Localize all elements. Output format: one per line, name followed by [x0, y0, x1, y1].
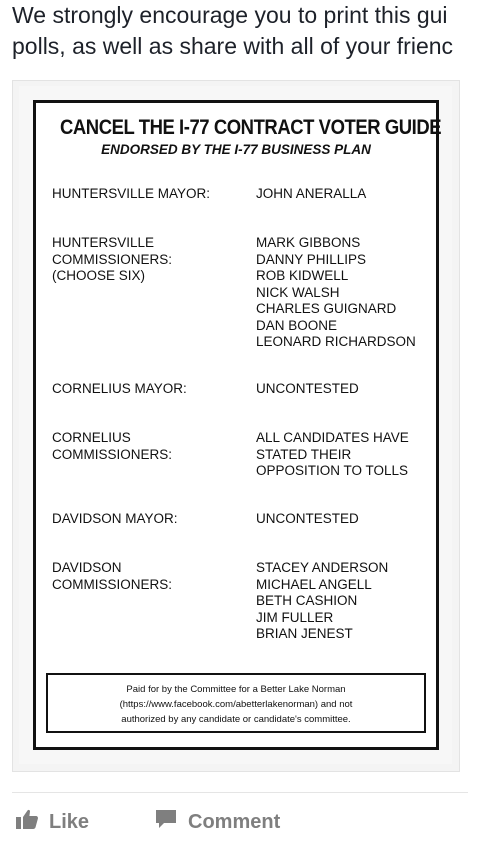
race-office	[52, 511, 252, 528]
race-candidates	[256, 430, 436, 480]
office-line: HUNTERSVILLE MAYOR:	[52, 186, 211, 201]
like-button[interactable]	[15, 804, 89, 840]
office-line: CORNELIUS MAYOR:	[52, 381, 187, 396]
paid-for-disclaimer	[46, 673, 426, 733]
thumbs-up-icon	[15, 808, 39, 836]
office-line: COMMISSIONERS:	[52, 576, 173, 592]
race-candidates	[256, 235, 436, 351]
candidate-name: ALL CANDIDATES HAVE	[256, 430, 409, 445]
office-line: COMMISSIONERS:	[52, 251, 173, 267]
office-line: DAVIDSON MAYOR:	[52, 511, 178, 526]
office-line: COMMISSIONERS:	[52, 446, 173, 462]
candidate-name: BRIAN JENEST	[256, 626, 353, 641]
candidate-name: ROB KIDWELL	[256, 268, 349, 283]
candidate-name: DAN BOONE	[256, 317, 338, 333]
candidate-name: UNCONTESTED	[256, 511, 359, 526]
race-candidates	[256, 186, 436, 203]
disclaimer-line: (https://www.facebook.com/abetterlakenorman) and not	[119, 699, 353, 710]
comment-label: Comment	[188, 810, 281, 833]
disclaimer-line: Paid for by the Committee for a Better Lake Norman	[126, 684, 346, 695]
office-line: (CHOOSE SIX)	[52, 268, 146, 283]
post-text	[12, 0, 480, 62]
candidate-name: BETH CASHION	[256, 593, 358, 608]
speech-bubble-icon	[154, 808, 178, 836]
candidate-name: MARK GIBBONS	[256, 235, 361, 250]
action-divider	[12, 792, 468, 793]
post-action-bar	[0, 804, 480, 840]
race-candidates	[256, 511, 436, 528]
race-candidates	[256, 560, 436, 643]
office-line: CORNELIUS	[52, 430, 131, 445]
race-candidates	[256, 381, 436, 398]
candidate-name: CHARLES GUIGNARD	[256, 301, 397, 316]
race-office	[52, 186, 252, 203]
candidate-name: OPPOSITION TO TOLLS	[256, 463, 409, 478]
candidate-name: JOHN ANERALLA	[256, 186, 367, 201]
race-office	[52, 430, 252, 463]
disclaimer-line: authorized by any candidate or candidate's committee.	[121, 714, 351, 725]
candidate-name: UNCONTESTED	[256, 381, 359, 396]
race-office	[52, 235, 252, 285]
office-line: HUNTERSVILLE	[52, 235, 155, 250]
guide-subtitle: ENDORSED BY THE I-77 BUSINESS PLAN	[101, 142, 371, 157]
candidate-name: JIM FULLER	[256, 609, 334, 625]
post-text-line: polls, as well as share with all of your frienc	[12, 33, 454, 59]
candidate-name: DANNY PHILLIPS	[256, 251, 367, 267]
like-label: Like	[49, 810, 90, 833]
candidate-name: MICHAEL ANGELL	[256, 576, 372, 592]
post-text-line: We strongly encourage you to print this gui	[12, 2, 448, 28]
screen-bottom-edge	[0, 845, 480, 853]
race-office	[52, 560, 252, 593]
guide-title: CANCEL THE I-77 CONTRACT VOTER GUIDE	[60, 116, 442, 139]
candidate-name: STACEY ANDERSON	[256, 560, 389, 575]
voter-guide-box	[33, 100, 442, 750]
candidate-name: STATED THEIR	[256, 446, 352, 462]
office-line: DAVIDSON	[52, 560, 122, 575]
race-office	[52, 381, 252, 398]
comment-button[interactable]	[154, 804, 280, 840]
candidate-name: NICK WALSH	[256, 284, 340, 300]
candidate-name: LEONARD RICHARDSON	[256, 334, 416, 349]
